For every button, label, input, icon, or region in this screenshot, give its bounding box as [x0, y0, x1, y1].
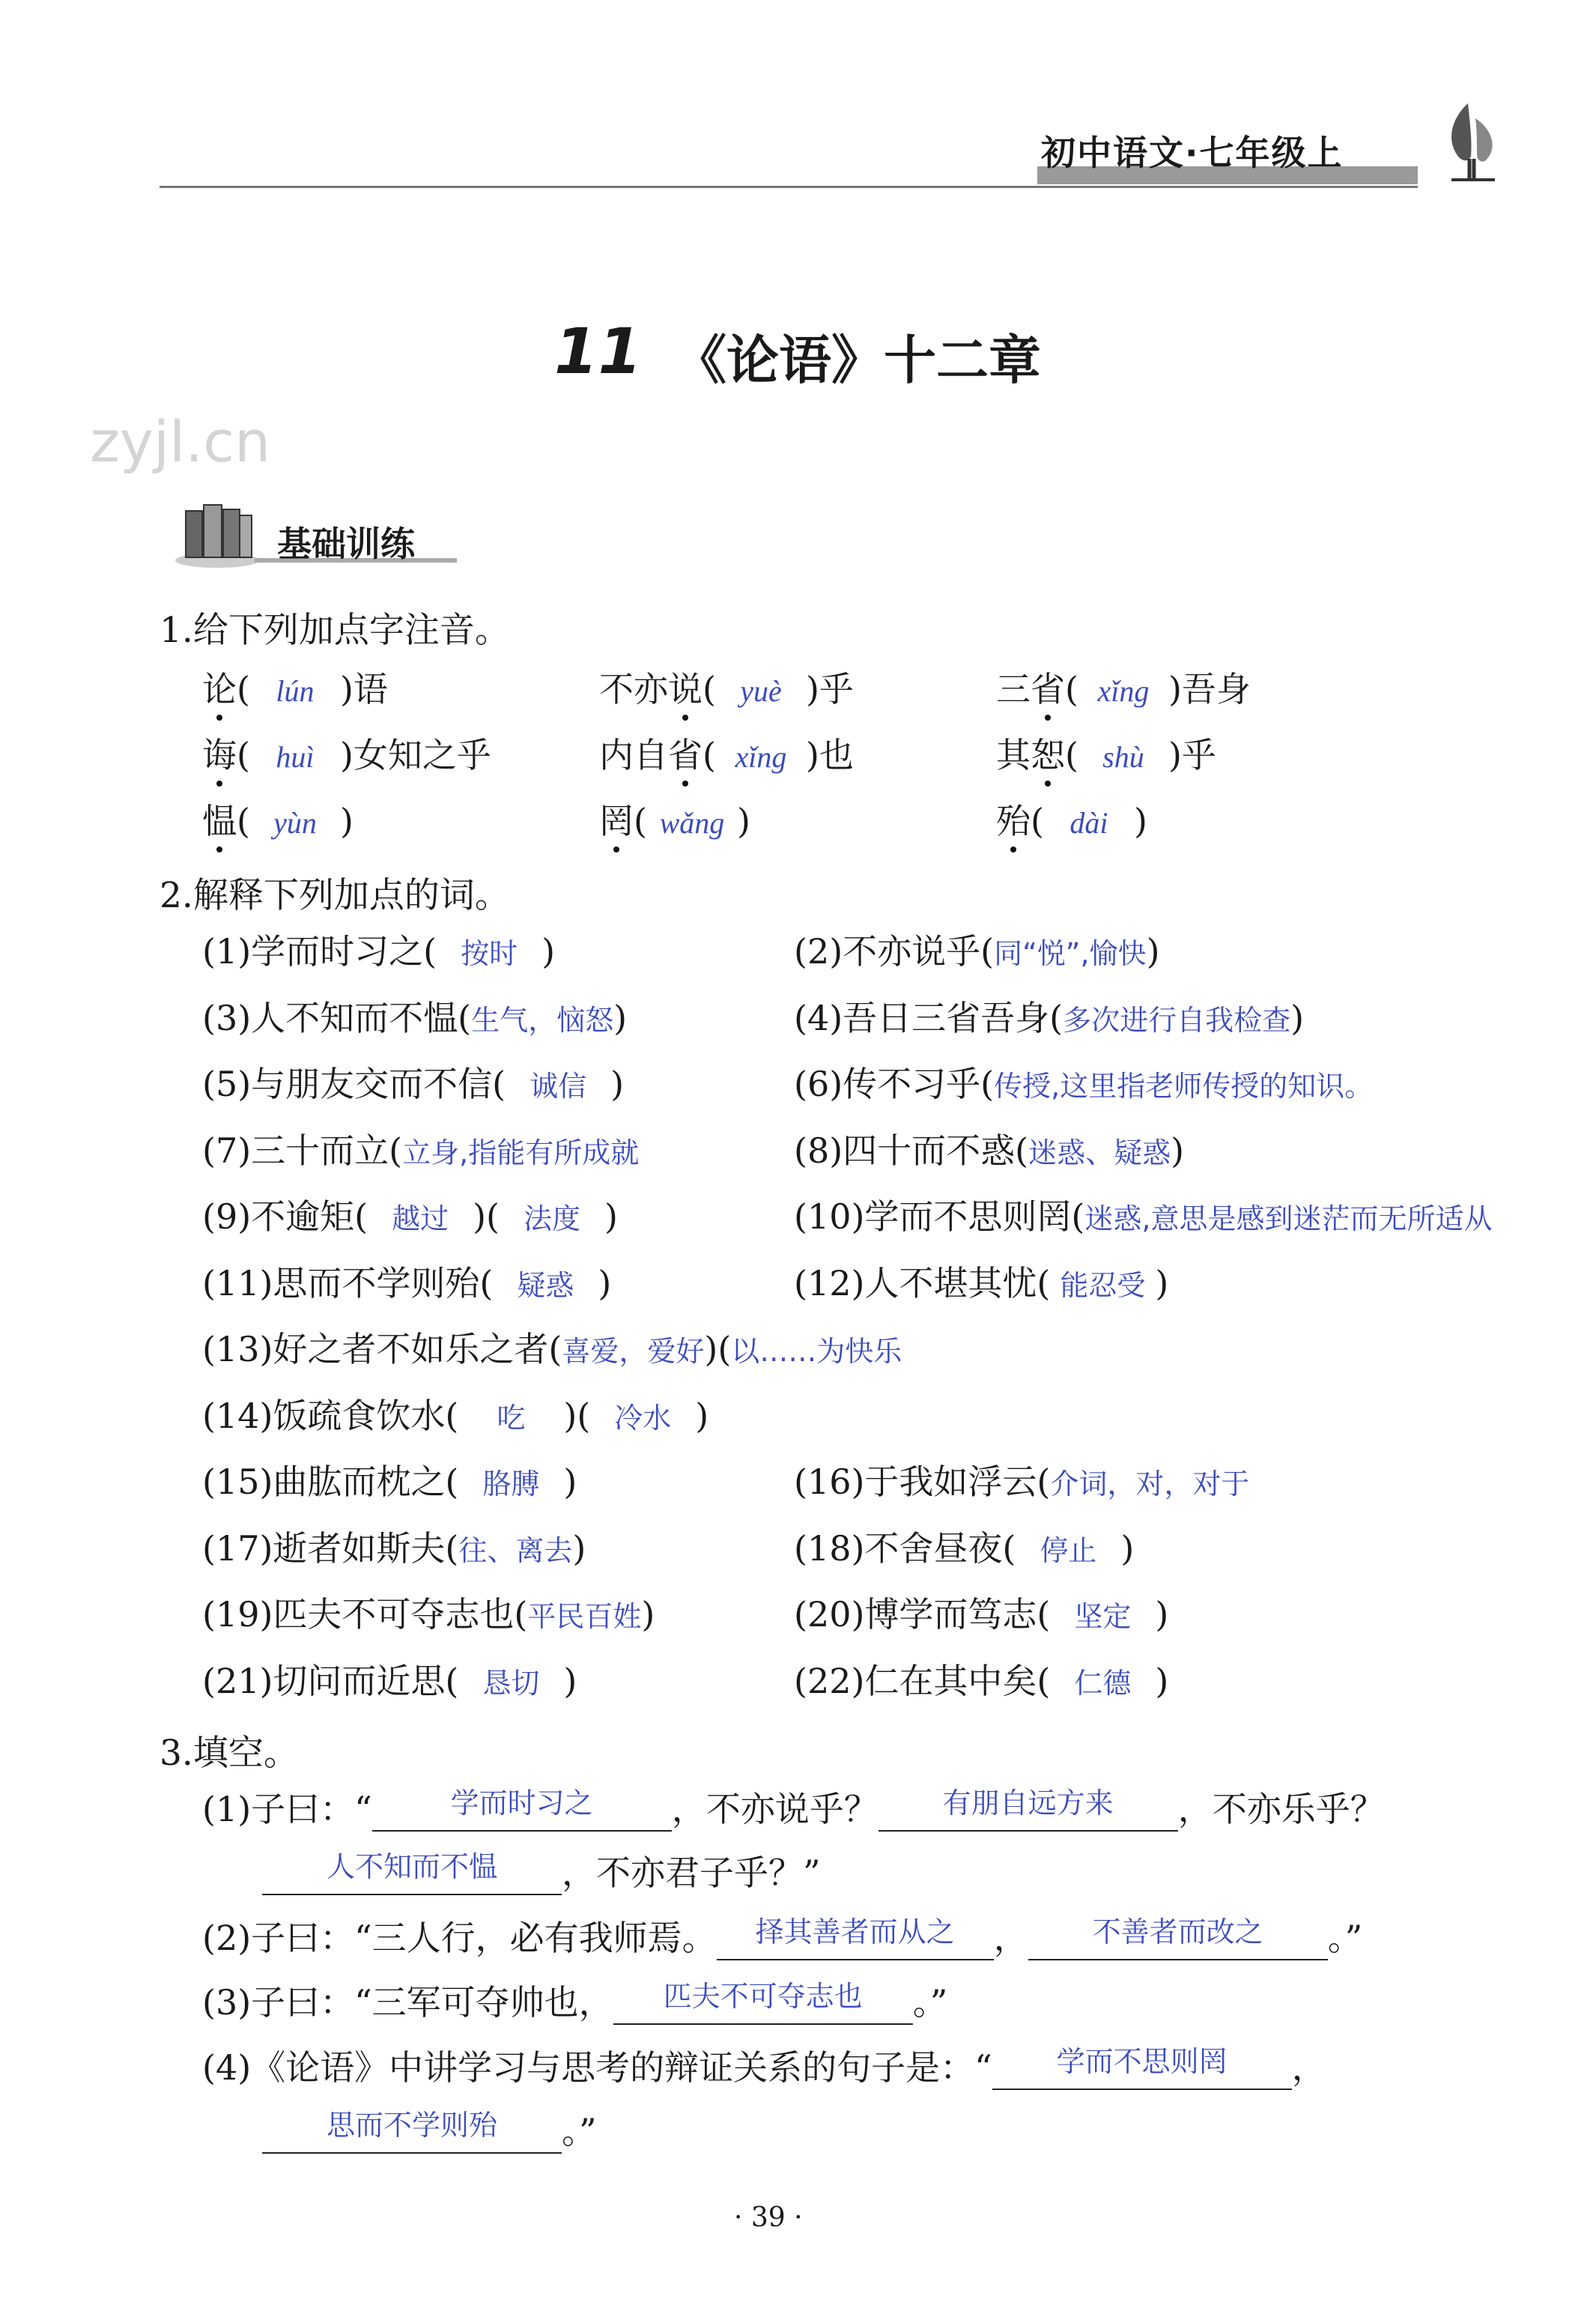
- item-text: (18)不舍昼夜(: [794, 1527, 1016, 1569]
- explain-item: [202, 1659, 577, 1706]
- books-icon: [172, 494, 262, 569]
- pinyin-item: [599, 799, 750, 846]
- explain-answer[interactable]: 按时: [461, 937, 518, 970]
- explain-answer[interactable]: 平民百姓: [527, 1600, 642, 1633]
- paren: ): [1155, 1262, 1169, 1303]
- dotted-character: 殆: [996, 799, 1031, 843]
- question-1-prompt: 1.给下列加点字注音。: [160, 610, 510, 651]
- dotted-character: 论: [202, 667, 237, 712]
- pinyin-answer[interactable]: xǐng: [735, 740, 787, 774]
- paren: ): [339, 735, 354, 775]
- explain-item: [794, 1459, 1249, 1506]
- item-text: (12)人不堪其忧(: [794, 1262, 1051, 1303]
- fill-line-2: (2)子曰：“三人行，必有我师焉。 $^{择其善者而从之}$ ， $^{不善者而改之}$ 。”: [202, 1915, 1362, 1960]
- dotted-character: 恕: [1031, 733, 1065, 778]
- question-2-prompt: 2.解释下列加点的词。: [160, 875, 510, 916]
- fill-blank[interactable]: 不善者而改之: [1028, 1918, 1328, 1960]
- explain-answer[interactable]: 冷水: [614, 1401, 672, 1435]
- item-text: )(: [704, 1329, 732, 1369]
- fill-line-4: (4)《论语》中讲学习与思考的辩证关系的句子是：“ $^{学而不思则罔}$ ，: [202, 2045, 1326, 2090]
- item-text: 乎: [819, 669, 854, 709]
- dotted-character: 诲: [202, 733, 237, 778]
- paren: (: [634, 801, 647, 841]
- paren: ): [610, 1064, 625, 1104]
- paren: ): [1155, 1660, 1169, 1701]
- explain-item: [202, 1261, 611, 1308]
- explain-answer[interactable]: 多次进行自我检查: [1063, 1003, 1291, 1037]
- explain-item: [202, 1459, 577, 1506]
- pinyin-answer[interactable]: yuè: [740, 674, 782, 708]
- paren: (: [1065, 669, 1078, 709]
- item-text: (13)好之者不如乐之者(: [202, 1329, 562, 1369]
- paren: ): [563, 1462, 577, 1502]
- explain-item: [202, 996, 627, 1043]
- explain-item: [794, 1061, 1373, 1109]
- pinyin-answer[interactable]: lún: [276, 674, 315, 708]
- book-title: 初中语文·七年级上: [1041, 133, 1344, 173]
- explain-answer[interactable]: 仁德: [1074, 1666, 1132, 1700]
- explain-item: [794, 1261, 1168, 1308]
- dotted-character: 说: [668, 667, 703, 712]
- item-text: 内自: [599, 735, 668, 775]
- paren: ): [613, 997, 628, 1038]
- paren: (: [1031, 801, 1044, 841]
- pinyin-item: [996, 799, 1147, 846]
- paren: ): [604, 1196, 618, 1237]
- paren: ): [1171, 1130, 1185, 1171]
- explain-answer[interactable]: 能忍受: [1060, 1268, 1146, 1302]
- paren: (: [237, 801, 250, 841]
- item-text: (22)仁在其中矣(: [794, 1660, 1051, 1701]
- fill-blank[interactable]: 有朋自远方来: [879, 1789, 1178, 1832]
- paren: ): [805, 735, 819, 775]
- item-text: )(: [563, 1395, 591, 1436]
- item-text: (20)博学而笃志(: [794, 1594, 1051, 1635]
- lesson-number: 11: [554, 315, 642, 388]
- lesson-title: 《论语》十二章: [674, 330, 1041, 391]
- explain-answer[interactable]: 停止: [1040, 1533, 1097, 1567]
- dotted-character: 愠: [202, 799, 237, 843]
- pinyin-answer[interactable]: shù: [1102, 740, 1144, 774]
- paren: (: [1065, 735, 1078, 775]
- header-rule: [160, 186, 1418, 188]
- paren: ): [339, 669, 354, 709]
- explain-item: [202, 1128, 639, 1175]
- item-text: 其: [996, 735, 1031, 775]
- item-text: (2)不亦说乎(: [794, 931, 995, 972]
- paren: ): [541, 931, 556, 972]
- pinyin-answer[interactable]: dài: [1069, 806, 1108, 840]
- fill-blank[interactable]: 学而时习之: [372, 1789, 672, 1832]
- pinyin-answer[interactable]: wǎng: [659, 806, 725, 840]
- pinyin-answer[interactable]: yùn: [273, 806, 317, 840]
- dotted-character: 省: [668, 733, 703, 778]
- item-text: (4)吾日三省吾身(: [794, 997, 1064, 1038]
- item-text: (5)与朋友交而不信(: [202, 1064, 506, 1104]
- paren: ): [563, 1660, 577, 1701]
- explain-item: [202, 1592, 655, 1639]
- page-number: · 39 ·: [734, 2202, 803, 2233]
- tree-logo-icon: [1436, 96, 1504, 186]
- fill-line-1b: $^{人不知而不愠}$ ，不亦君子乎？”: [262, 1850, 821, 1895]
- paren: ): [1168, 669, 1182, 709]
- item-text: 三: [996, 669, 1031, 709]
- explain-item: [202, 1393, 709, 1441]
- explain-item: [794, 1194, 1492, 1241]
- explain-answer[interactable]: 诚信: [530, 1070, 587, 1103]
- pinyin-item: [202, 733, 491, 780]
- paren: ): [1120, 1527, 1135, 1569]
- explain-answer[interactable]: 吃: [497, 1401, 526, 1435]
- pinyin-item: [599, 667, 854, 714]
- explain-item: [202, 1061, 624, 1109]
- explain-item: [202, 929, 555, 976]
- paren: ): [1290, 997, 1305, 1038]
- pinyin-item: [996, 733, 1216, 780]
- fill-line-3: (3)子曰：“三军可夺帅也， $^{匹夫不可夺志也}$ 。”: [202, 1980, 947, 2025]
- item-text: (6)传不习乎(: [794, 1064, 995, 1104]
- item-text: (10)学而不思则罔(: [794, 1196, 1085, 1237]
- fill-line-4b: $^{思而不学则殆}$ 。”: [262, 2109, 597, 2154]
- fill-line-1: (1)子曰：“ $^{学而时习之}$ ，不亦说乎？ $^{有朋自远方来}$ ，不亦乐乎？: [202, 1787, 1385, 1832]
- explain-answer[interactable]: 同“悦”,愉快: [994, 937, 1147, 970]
- explain-item: [794, 1592, 1168, 1639]
- item-text: (21)切问而近思(: [202, 1660, 459, 1701]
- explain-answer[interactable]: 疑惑: [517, 1268, 574, 1302]
- item-text: 语: [353, 669, 388, 709]
- explain-answer[interactable]: 恳切: [482, 1666, 540, 1700]
- explain-answer[interactable]: 生气，恼怒: [471, 1003, 614, 1037]
- explain-item: [794, 1659, 1168, 1706]
- item-text: 女知之乎: [353, 735, 491, 775]
- item-text: (14)饭疏食饮水(: [202, 1395, 459, 1436]
- item-text: (7)三十而立(: [202, 1130, 403, 1171]
- explain-item: [794, 1526, 1134, 1573]
- explain-answer[interactable]: 越过: [392, 1202, 449, 1235]
- paren: ): [339, 801, 354, 841]
- pinyin-item: [202, 667, 388, 714]
- explain-answer[interactable]: 迷惑、疑惑: [1028, 1136, 1171, 1169]
- explain-item: [202, 1194, 618, 1241]
- paren: ): [736, 801, 750, 841]
- dotted-character: 罔: [599, 799, 634, 843]
- explain-answer[interactable]: 喜爱，爱好: [562, 1335, 705, 1368]
- explain-answer[interactable]: 迷惑,意思是感到迷茫而无所适从: [1084, 1202, 1493, 1235]
- item-text: (17)逝者如斯夫(: [202, 1527, 459, 1569]
- explain-answer[interactable]: 以……为快乐: [731, 1335, 902, 1368]
- explain-item: [202, 1327, 902, 1374]
- explain-item: [794, 1128, 1184, 1175]
- paren: ): [695, 1395, 709, 1436]
- paren: ): [1133, 801, 1147, 841]
- explain-answer[interactable]: 往、离去: [458, 1533, 573, 1567]
- paren: ): [1146, 931, 1160, 972]
- paren: ): [1155, 1594, 1169, 1635]
- item-text: (9)不逾矩(: [202, 1196, 368, 1237]
- fill-blank[interactable]: 匹夫不可夺志也: [613, 1982, 913, 2025]
- item-text: (8)四十而不惑(: [794, 1130, 1029, 1171]
- paren: (: [703, 735, 716, 775]
- question-3-prompt: 3.填空。: [160, 1733, 299, 1774]
- pinyin-item: [202, 799, 354, 846]
- watermark: zyjl.cn: [90, 408, 271, 475]
- paren: ): [598, 1262, 612, 1303]
- pinyin-answer[interactable]: xǐng: [1097, 674, 1150, 708]
- explain-item: [202, 1526, 586, 1573]
- fill-blank[interactable]: 学而不思则罔: [992, 2047, 1292, 2090]
- paren: (: [237, 735, 250, 775]
- explain-answer[interactable]: 立身,指能有所成就: [402, 1136, 640, 1169]
- pinyin-item: [599, 733, 854, 780]
- paren: (: [703, 669, 716, 709]
- item-text: (3)人不知而不愠(: [202, 997, 472, 1038]
- item-text: 乎: [1181, 735, 1216, 775]
- dotted-character: 省: [1031, 667, 1065, 712]
- explain-answer[interactable]: 传授,这里指老师传授的知识。: [994, 1070, 1374, 1103]
- paren: (: [237, 669, 250, 709]
- fill-blank[interactable]: 思而不学则殆: [262, 2111, 562, 2154]
- item-text: )(: [473, 1196, 500, 1237]
- paren: ): [641, 1594, 655, 1635]
- explain-item: [794, 929, 1160, 976]
- item-text: (16)于我如浮云(: [794, 1462, 1051, 1502]
- pinyin-item: [996, 667, 1251, 714]
- item-text: (1)学而时习之(: [202, 931, 437, 972]
- explain-answer[interactable]: 介词，对，对于: [1050, 1468, 1250, 1500]
- section-label: 基础训练: [277, 524, 415, 564]
- item-text: 吾身: [1181, 669, 1251, 709]
- fill-blank[interactable]: 人不知而不愠: [262, 1853, 562, 1895]
- explain-answer[interactable]: 法度: [524, 1202, 581, 1235]
- item-text: 也: [819, 735, 854, 775]
- fill-blank[interactable]: 择其善者而从之: [717, 1918, 994, 1960]
- explain-answer[interactable]: 坚定: [1074, 1600, 1132, 1633]
- explain-answer[interactable]: 胳膊: [482, 1468, 540, 1500]
- paren: ): [805, 669, 819, 709]
- pinyin-answer[interactable]: huì: [276, 740, 315, 774]
- item-text: (15)曲肱而枕之(: [202, 1462, 459, 1502]
- item-text: (11)思而不学则殆(: [202, 1262, 494, 1303]
- paren: ): [572, 1527, 586, 1569]
- item-text: 不亦: [599, 669, 668, 709]
- explain-item: [794, 996, 1304, 1043]
- paren: ): [1168, 735, 1182, 775]
- item-text: (19)匹夫不可夺志也(: [202, 1594, 528, 1635]
